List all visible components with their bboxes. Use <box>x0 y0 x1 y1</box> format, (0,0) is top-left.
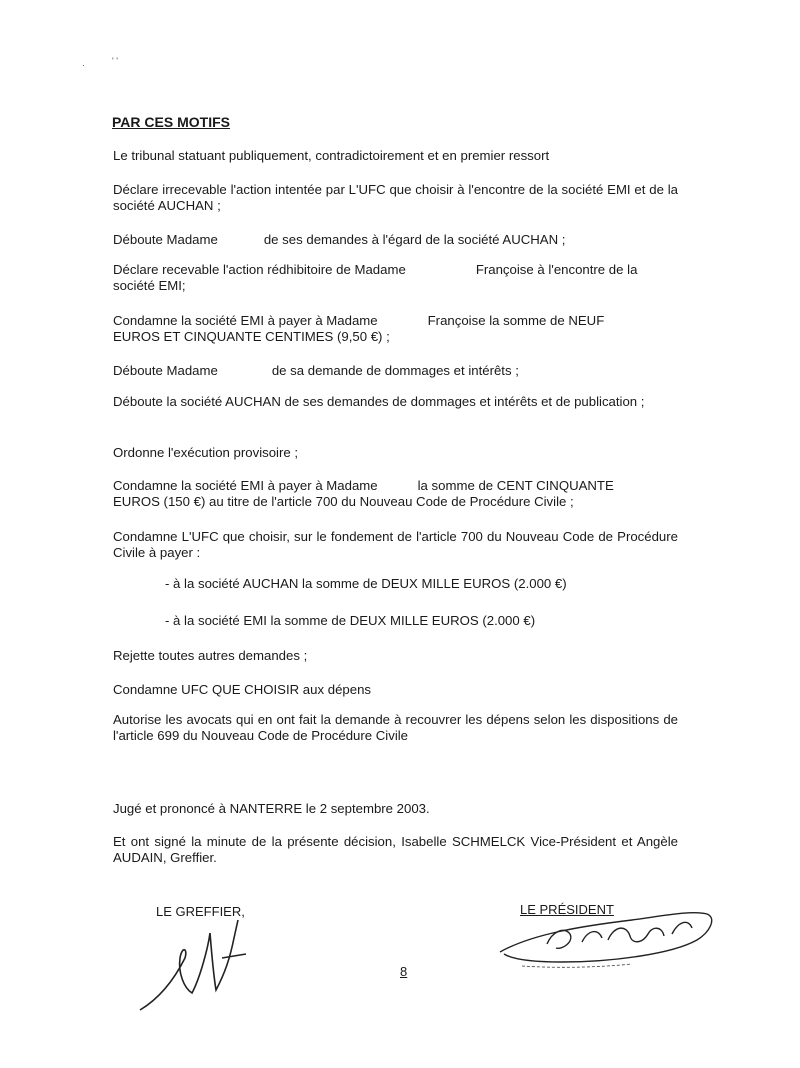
paragraph-ufc-article-700: Condamne L'UFC que choisir, sur le fondement de l'article 700 du Nouveau Code de Procédure Civile à payer : <box>113 529 678 560</box>
deboute-dommages-rest: de sa demande de dommages et intérêts ; <box>271 363 519 378</box>
president-label: LE PRÉSIDENT <box>520 902 614 917</box>
article700-part2: la somme de CENT CINQUANTE <box>417 478 614 493</box>
paragraph-payment-auchan: - à la société AUCHAN la somme de DEUX MILLE EUROS (2.000 €) <box>165 576 567 591</box>
paragraph-execution-provisoire: Ordonne l'exécution provisoire ; <box>113 445 299 460</box>
paragraph-rejette: Rejette toutes autres demandes ; <box>113 648 308 663</box>
recevable-part1: Déclare recevable l'action rédhibitoire de Madame <box>113 262 406 277</box>
recevable-part3: société EMI; <box>113 278 186 293</box>
section-heading: PAR CES MOTIFS <box>112 114 230 130</box>
greffier-signature-icon <box>130 918 270 1018</box>
paragraph-depens: Condamne UFC QUE CHOISIR aux dépens <box>113 682 371 697</box>
scan-speck: · <box>82 60 85 70</box>
paragraph-signatures-statement: Et ont signé la minute de la présente décision, Isabelle SCHMELCK Vice-Président et Angèle AUDAIN, Greffier. <box>113 834 678 865</box>
scan-speck: ' ' <box>112 56 118 66</box>
deboute-rest: de ses demandes à l'égard de la société AUCHAN ; <box>263 232 566 247</box>
paragraph-juge-prononce: Jugé et prononcé à NANTERRE le 2 septembre 2003. <box>113 801 430 816</box>
paragraph-irrecevable: Déclare irrecevable l'action intentée par L'UFC que choisir à l'encontre de la société EMI et de la société AUCHAN ; <box>113 182 678 213</box>
condamne-part1: Condamne la société EMI à payer à Madame <box>113 313 378 328</box>
paragraph-autorise: Autorise les avocats qui en ont fait la demande à recouvrer les dépens selon les dispositions de l'article 699 du Nouveau Code de Procédure Civile <box>113 712 678 743</box>
article700-part1: Condamne la société EMI à payer à Madame <box>113 478 378 493</box>
paragraph-condamne-emi <box>113 313 678 345</box>
recevable-part2: Françoise à l'encontre de la <box>475 262 638 277</box>
president-signature-icon <box>492 904 722 974</box>
condamne-part2: Françoise la somme de NEUF <box>427 313 605 328</box>
paragraph-article-700-emi <box>113 478 678 510</box>
deboute-label: Déboute Madame <box>113 232 218 247</box>
article700-part3: EUROS (150 €) au titre de l'article 700 du Nouveau Code de Procédure Civile ; <box>113 494 574 509</box>
paragraph-statuant: Le tribunal statuant publiquement, contradictoirement et en premier ressort <box>113 148 550 163</box>
paragraph-recevable <box>113 262 678 294</box>
paragraph-deboute-auchan-publication: Déboute la société AUCHAN de ses demandes de dommages et intérêts et de publication ; <box>113 394 645 409</box>
paragraph-deboute-dommages <box>113 363 678 379</box>
deboute-dommages-label: Déboute Madame <box>113 363 218 378</box>
paragraph-payment-emi: - à la société EMI la somme de DEUX MILLE EUROS (2.000 €) <box>165 613 536 628</box>
condamne-part3: EUROS ET CINQUANTE CENTIMES (9,50 €) ; <box>113 329 390 344</box>
page-number: 8 <box>400 964 408 979</box>
paragraph-deboute-auchan <box>113 232 678 248</box>
greffier-label: LE GREFFIER, <box>156 904 245 919</box>
